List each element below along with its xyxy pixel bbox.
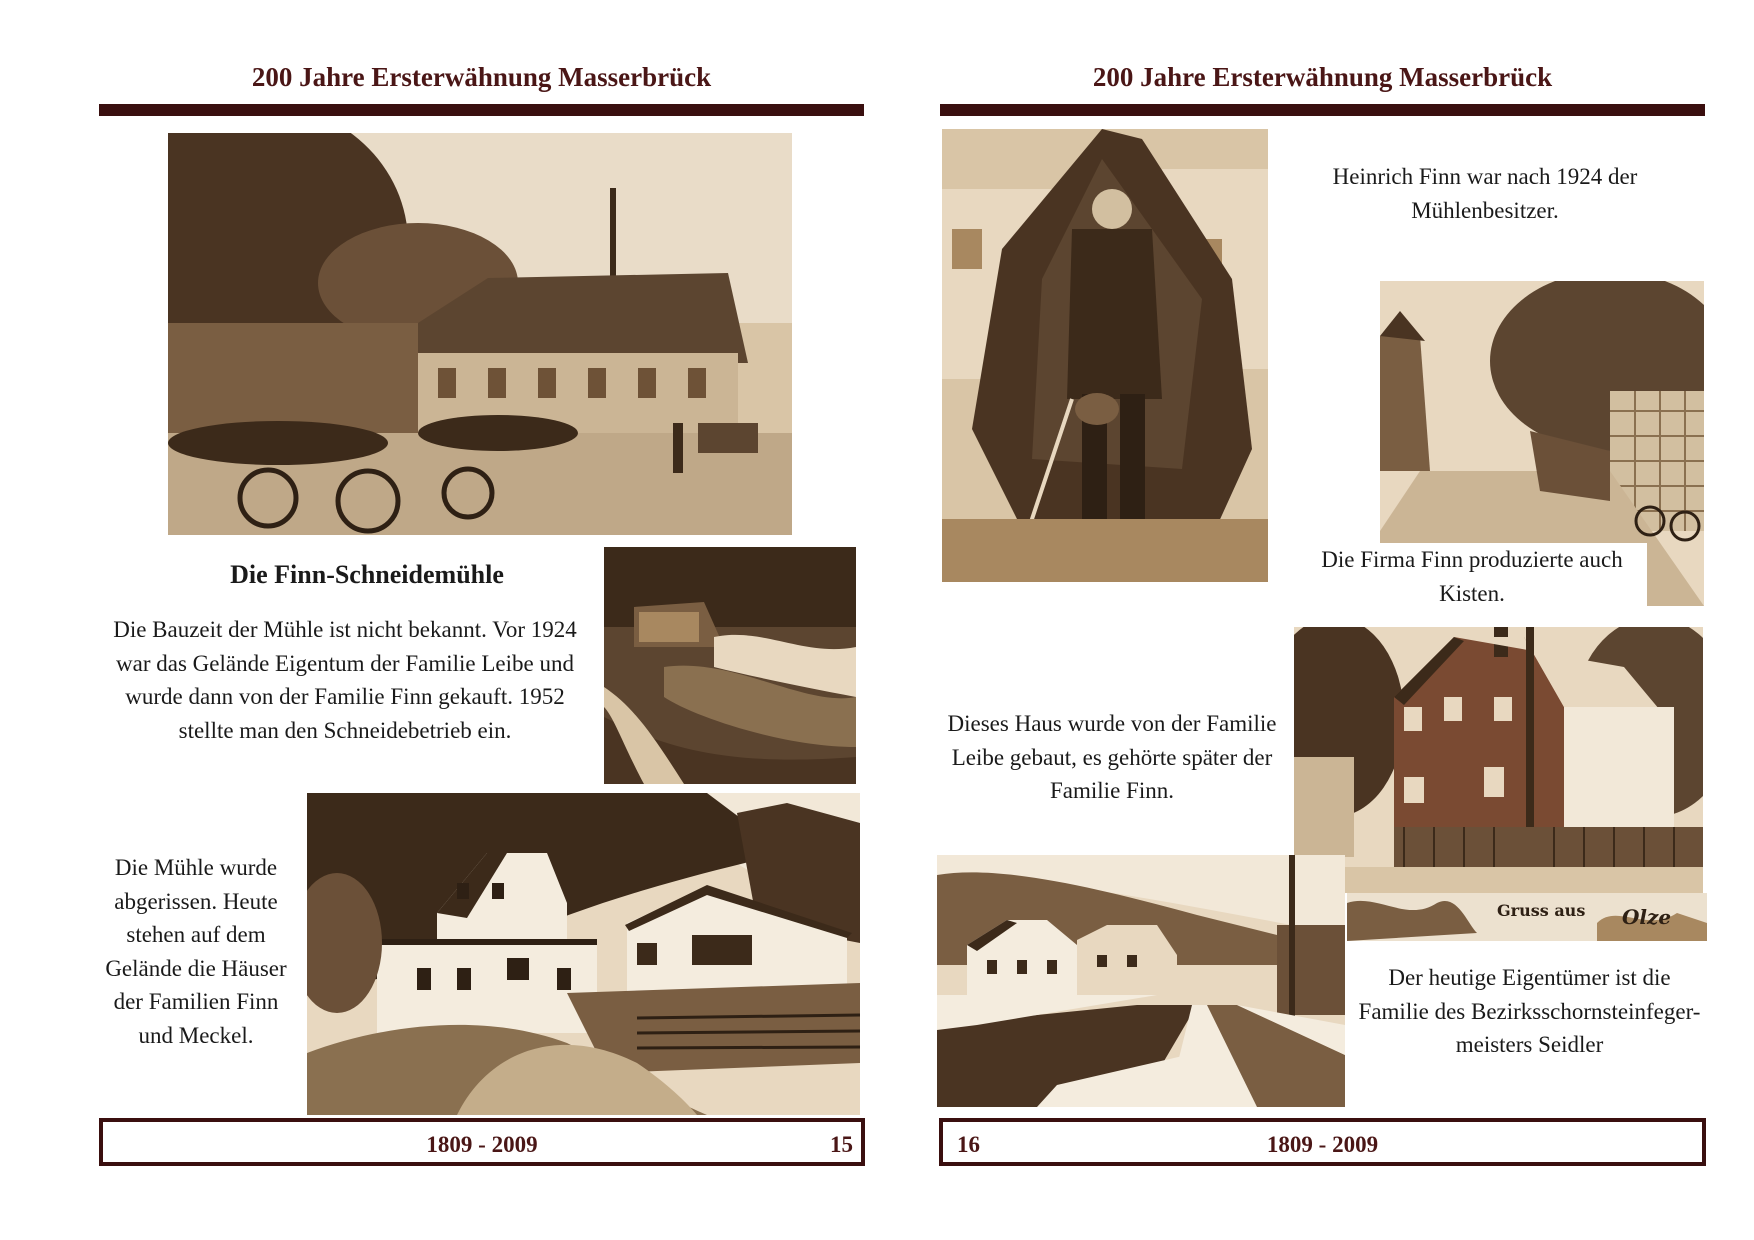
current-owner-caption: Der heutige Eigentümer ist die Familie des Bezirksschornsteinfeger-meisters Seidler — [1358, 965, 1701, 1057]
page-footer — [939, 1118, 1706, 1166]
modern-houses-photo — [307, 793, 860, 1115]
page-right — [877, 0, 1754, 1240]
crates-caption: Die Firma Finn produzierte auch Kisten. — [1297, 543, 1647, 610]
mill-history-paragraph: Die Bauzeit der Mühle ist nicht bekannt. Vor 1924 war das Gelände Eigentum der Familie Leibe und wurde dann von der Familie Finn gekauft. 1952 stellte man den Schneidebetrieb ein. — [113, 617, 577, 743]
postcard-greeting: Gruss aus — [1497, 901, 1586, 920]
page-header-title: 200 Jahre Ersterwähnung Masserbrück — [251, 62, 712, 92]
section-title: Die Finn-Schneidemühle — [230, 560, 504, 589]
postcard-place: Olze — [1622, 905, 1672, 929]
footer-years: 1809 - 2009 — [1266, 1132, 1379, 1157]
house-caption: Dieses Haus wurde von der Familie Leibe gebaut, es gehörte später der Familie Finn. — [947, 711, 1277, 803]
header-rule — [940, 104, 1705, 116]
page-number: 15 — [830, 1132, 853, 1157]
postcard-banner — [1347, 893, 1707, 941]
footer-years: 1809 - 2009 — [426, 1132, 538, 1157]
sawmill-photo — [168, 133, 792, 535]
leibe-house-photo — [1294, 627, 1703, 893]
owner-caption: Heinrich Finn war nach 1924 der Mühlenbesitzer. — [1332, 164, 1638, 223]
page-number: 16 — [957, 1132, 980, 1157]
page-header-title: 200 Jahre Ersterwähnung Masserbrück — [1092, 62, 1553, 92]
demolition-caption: Die Mühle wurde abgerissen. Heute stehen auf dem Gelände die Häuser der Familien Finn und Meckel. — [105, 855, 287, 1048]
winter-street-photo — [937, 855, 1345, 1107]
stream-photo — [604, 547, 856, 784]
header-rule — [99, 104, 864, 116]
page-footer — [99, 1118, 865, 1166]
heinrich-finn-portrait — [942, 129, 1268, 582]
